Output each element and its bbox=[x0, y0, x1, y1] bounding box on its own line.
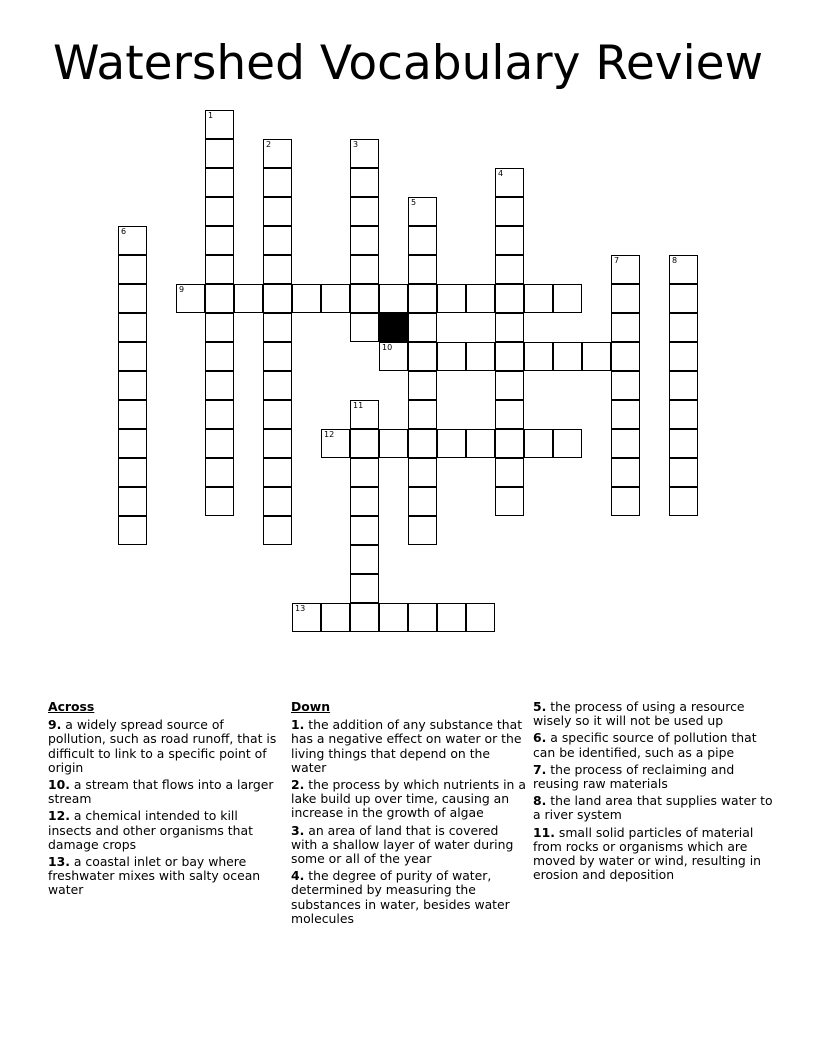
grid-cell[interactable] bbox=[495, 168, 524, 197]
grid-cell[interactable] bbox=[350, 603, 379, 632]
grid-cell[interactable] bbox=[408, 284, 437, 313]
grid-cell[interactable] bbox=[263, 487, 292, 516]
grid-cell[interactable] bbox=[350, 313, 379, 342]
grid-cell[interactable] bbox=[205, 342, 234, 371]
clue-item-text: the process of reclaiming and reusing raw materials bbox=[533, 761, 735, 792]
grid-cell[interactable] bbox=[495, 429, 524, 458]
clue-item-number: 12. bbox=[48, 808, 70, 824]
grid-cell[interactable] bbox=[408, 603, 437, 632]
page-title: Watershed Vocabulary Review bbox=[52, 36, 764, 91]
grid-cell[interactable] bbox=[263, 313, 292, 342]
grid-cell[interactable] bbox=[350, 487, 379, 516]
grid-cell[interactable] bbox=[437, 429, 466, 458]
grid-cell[interactable] bbox=[408, 342, 437, 371]
grid-cell[interactable] bbox=[611, 429, 640, 458]
clue-number: 5 bbox=[411, 198, 417, 207]
grid-cell[interactable] bbox=[263, 139, 292, 168]
clue-item bbox=[533, 700, 773, 728]
grid-cell[interactable] bbox=[350, 574, 379, 603]
grid-cell[interactable] bbox=[205, 429, 234, 458]
grid-cell[interactable] bbox=[408, 313, 437, 342]
grid-cell[interactable] bbox=[350, 458, 379, 487]
clue-item bbox=[48, 855, 284, 898]
grid-cell[interactable] bbox=[263, 197, 292, 226]
grid-cell[interactable] bbox=[205, 400, 234, 429]
clue-item-text: a stream that flows into a larger stream bbox=[48, 777, 274, 807]
grid-cell[interactable] bbox=[263, 429, 292, 458]
clue-item-number: 11. bbox=[533, 824, 555, 840]
clue-item-text: a chemical intended to kill insects and other organisms that damage crops bbox=[48, 808, 253, 852]
clue-item bbox=[533, 731, 773, 759]
clue-number: 6 bbox=[121, 227, 127, 236]
grid-cell[interactable] bbox=[350, 139, 379, 168]
grid-cell[interactable] bbox=[553, 429, 582, 458]
grid-cell[interactable] bbox=[437, 342, 466, 371]
clue-item-number: 1. bbox=[291, 717, 305, 733]
grid-cell[interactable] bbox=[205, 168, 234, 197]
grid-cell[interactable] bbox=[263, 458, 292, 487]
grid-cell[interactable] bbox=[553, 342, 582, 371]
grid-cell[interactable] bbox=[263, 255, 292, 284]
clue-item-text: a specific source of pollution that can be identified, such as a pipe bbox=[533, 730, 757, 760]
grid-cell[interactable] bbox=[118, 371, 147, 400]
grid-cell[interactable] bbox=[263, 226, 292, 255]
grid-cell[interactable] bbox=[379, 284, 408, 313]
down-clue-list-continued bbox=[533, 700, 773, 882]
clue-item bbox=[48, 778, 284, 806]
grid-cell[interactable] bbox=[350, 226, 379, 255]
clue-item-text: the process by which nutrients in a lake build up over time, causing an increase in the growth of algae bbox=[291, 777, 526, 821]
grid-cell[interactable] bbox=[408, 197, 437, 226]
grid-cell[interactable] bbox=[611, 487, 640, 516]
grid-cell[interactable] bbox=[611, 342, 640, 371]
grid-cell[interactable] bbox=[611, 458, 640, 487]
grid-cell[interactable] bbox=[408, 371, 437, 400]
clue-item-text: an area of land that is covered with a shallow layer of water during some or all of the year bbox=[291, 822, 514, 867]
clue-item-text: a coastal inlet or bay where freshwater mixes with salty ocean water bbox=[48, 854, 261, 898]
across-clue-list bbox=[48, 718, 284, 897]
grid-cell[interactable] bbox=[611, 400, 640, 429]
clue-item-number: 10. bbox=[48, 777, 70, 793]
clue-number: 12 bbox=[324, 430, 335, 439]
grid-cell[interactable] bbox=[205, 139, 234, 168]
grid-cell[interactable] bbox=[495, 371, 524, 400]
down-clues bbox=[291, 700, 527, 929]
grid-cell[interactable] bbox=[263, 400, 292, 429]
clue-item-number: 5. bbox=[533, 699, 547, 714]
grid-cell[interactable] bbox=[205, 255, 234, 284]
grid-cell[interactable] bbox=[582, 342, 611, 371]
grid-cell[interactable] bbox=[524, 284, 553, 313]
clue-number: 7 bbox=[614, 256, 620, 265]
grid-cell[interactable] bbox=[321, 429, 350, 458]
grid-cell[interactable] bbox=[118, 255, 147, 284]
grid-cell[interactable] bbox=[495, 487, 524, 516]
grid-cell[interactable] bbox=[408, 226, 437, 255]
grid-cell[interactable] bbox=[495, 313, 524, 342]
clue-item-text: a widely spread source of pollution, such as road runoff, that is difficult to link to a specific point of origin bbox=[48, 717, 277, 775]
down-clue-list bbox=[291, 718, 527, 926]
grid-cell[interactable] bbox=[611, 255, 640, 284]
grid-cell[interactable] bbox=[205, 313, 234, 342]
grid-cell[interactable] bbox=[350, 284, 379, 313]
clue-item-text: the land area that supplies water to a river system bbox=[533, 793, 773, 823]
clue-item bbox=[48, 809, 284, 852]
black-cell bbox=[379, 313, 408, 342]
down-clues-continued bbox=[533, 700, 773, 885]
grid-cell[interactable] bbox=[350, 545, 379, 574]
clue-item-number: 9. bbox=[48, 717, 62, 733]
grid-cell[interactable] bbox=[379, 342, 408, 371]
grid-cell[interactable] bbox=[234, 284, 263, 313]
clue-item-number: 8. bbox=[533, 793, 547, 809]
grid-cell[interactable] bbox=[176, 284, 205, 313]
grid-cell[interactable] bbox=[263, 516, 292, 545]
grid-cell[interactable] bbox=[292, 603, 321, 632]
clue-item-number: 7. bbox=[533, 761, 547, 777]
grid-cell[interactable] bbox=[118, 313, 147, 342]
grid-cell[interactable] bbox=[350, 255, 379, 284]
grid-cell[interactable] bbox=[118, 516, 147, 545]
clue-number: 9 bbox=[179, 285, 185, 294]
grid-cell[interactable] bbox=[118, 284, 147, 313]
grid-cell[interactable] bbox=[611, 371, 640, 400]
clue-number: 11 bbox=[353, 401, 364, 410]
grid-cell[interactable] bbox=[205, 458, 234, 487]
grid-cell[interactable] bbox=[524, 342, 553, 371]
grid-cell[interactable] bbox=[205, 197, 234, 226]
clue-number: 1 bbox=[208, 111, 214, 120]
clue-item bbox=[533, 826, 773, 883]
grid-cell[interactable] bbox=[408, 255, 437, 284]
clue-item-number: 4. bbox=[291, 868, 305, 884]
grid-cell[interactable] bbox=[466, 284, 495, 313]
clue-number: 10 bbox=[382, 343, 393, 352]
grid-cell[interactable] bbox=[466, 429, 495, 458]
grid-cell[interactable] bbox=[437, 284, 466, 313]
grid-cell[interactable] bbox=[205, 284, 234, 313]
grid-cell[interactable] bbox=[669, 313, 698, 342]
grid-cell[interactable] bbox=[321, 603, 350, 632]
grid-cell[interactable] bbox=[495, 458, 524, 487]
grid-cell[interactable] bbox=[408, 516, 437, 545]
grid-cell[interactable] bbox=[263, 342, 292, 371]
grid-cell[interactable] bbox=[669, 255, 698, 284]
clue-number: 4 bbox=[498, 169, 504, 178]
across-heading: Across bbox=[48, 699, 95, 714]
grid-cell[interactable] bbox=[437, 603, 466, 632]
grid-cell[interactable] bbox=[669, 371, 698, 400]
grid-cell[interactable] bbox=[205, 110, 234, 139]
grid-cell[interactable] bbox=[669, 487, 698, 516]
clue-item-number: 2. bbox=[291, 777, 305, 793]
grid-cell[interactable] bbox=[408, 429, 437, 458]
grid-cell[interactable] bbox=[669, 400, 698, 429]
clue-item bbox=[291, 718, 527, 775]
clue-item-number: 3. bbox=[291, 822, 305, 838]
grid-cell[interactable] bbox=[118, 400, 147, 429]
grid-cell[interactable] bbox=[205, 226, 234, 255]
grid-cell[interactable] bbox=[118, 458, 147, 487]
clue-item-number: 6. bbox=[533, 730, 547, 746]
grid-cell[interactable] bbox=[263, 284, 292, 313]
grid-cell[interactable] bbox=[466, 342, 495, 371]
grid-cell[interactable] bbox=[669, 342, 698, 371]
grid-cell[interactable] bbox=[205, 371, 234, 400]
grid-cell[interactable] bbox=[263, 371, 292, 400]
grid-cell[interactable] bbox=[118, 487, 147, 516]
grid-cell[interactable] bbox=[379, 603, 408, 632]
grid-cell[interactable] bbox=[669, 458, 698, 487]
clue-item-number: 13. bbox=[48, 854, 70, 870]
clue-item bbox=[48, 718, 284, 775]
grid-cell[interactable] bbox=[495, 255, 524, 284]
grid-cell[interactable] bbox=[408, 458, 437, 487]
clue-item-text: the degree of purity of water, determined by measuring the substances in water, besides water molecules bbox=[291, 868, 510, 926]
clue-number: 13 bbox=[295, 604, 306, 613]
clue-number: 2 bbox=[266, 140, 272, 149]
grid-cell[interactable] bbox=[118, 226, 147, 255]
grid-cell[interactable] bbox=[350, 516, 379, 545]
grid-cell[interactable] bbox=[495, 197, 524, 226]
grid-cell[interactable] bbox=[553, 284, 582, 313]
clue-number: 3 bbox=[353, 140, 359, 149]
clue-item bbox=[291, 824, 527, 867]
grid-cell[interactable] bbox=[408, 400, 437, 429]
clue-item-text: small solid particles of material from rocks or organisms which are moved by water or wind, resulting in erosion and deposition bbox=[533, 824, 762, 883]
grid-cell[interactable] bbox=[408, 487, 437, 516]
grid-cell[interactable] bbox=[495, 284, 524, 313]
grid-cell[interactable] bbox=[205, 487, 234, 516]
clue-item bbox=[533, 763, 773, 791]
grid-cell[interactable] bbox=[263, 168, 292, 197]
grid-cell[interactable] bbox=[495, 226, 524, 255]
clue-item bbox=[533, 794, 773, 822]
grid-cell[interactable] bbox=[292, 284, 321, 313]
clue-number: 8 bbox=[672, 256, 678, 265]
grid-cell[interactable] bbox=[118, 342, 147, 371]
grid-cell[interactable] bbox=[495, 400, 524, 429]
down-heading: Down bbox=[291, 699, 331, 714]
grid-cell[interactable] bbox=[379, 429, 408, 458]
grid-cell[interactable] bbox=[350, 429, 379, 458]
grid-cell[interactable] bbox=[611, 284, 640, 313]
clue-item bbox=[291, 778, 527, 821]
grid-cell[interactable] bbox=[118, 429, 147, 458]
grid-cell[interactable] bbox=[611, 313, 640, 342]
grid-cell[interactable] bbox=[466, 603, 495, 632]
grid-cell[interactable] bbox=[350, 168, 379, 197]
grid-cell[interactable] bbox=[669, 429, 698, 458]
grid-cell[interactable] bbox=[524, 429, 553, 458]
grid-cell[interactable] bbox=[321, 284, 350, 313]
clue-item bbox=[291, 869, 527, 926]
across-clues bbox=[48, 700, 284, 901]
grid-cell[interactable] bbox=[669, 284, 698, 313]
grid-cell[interactable] bbox=[350, 400, 379, 429]
grid-cell[interactable] bbox=[350, 197, 379, 226]
clue-item-text: the addition of any substance that has a negative effect on water or the living things that depend on the water bbox=[291, 717, 523, 775]
clue-item-text: the process of using a resource wisely so it will not be used up bbox=[533, 699, 745, 729]
grid-cell[interactable] bbox=[495, 342, 524, 371]
